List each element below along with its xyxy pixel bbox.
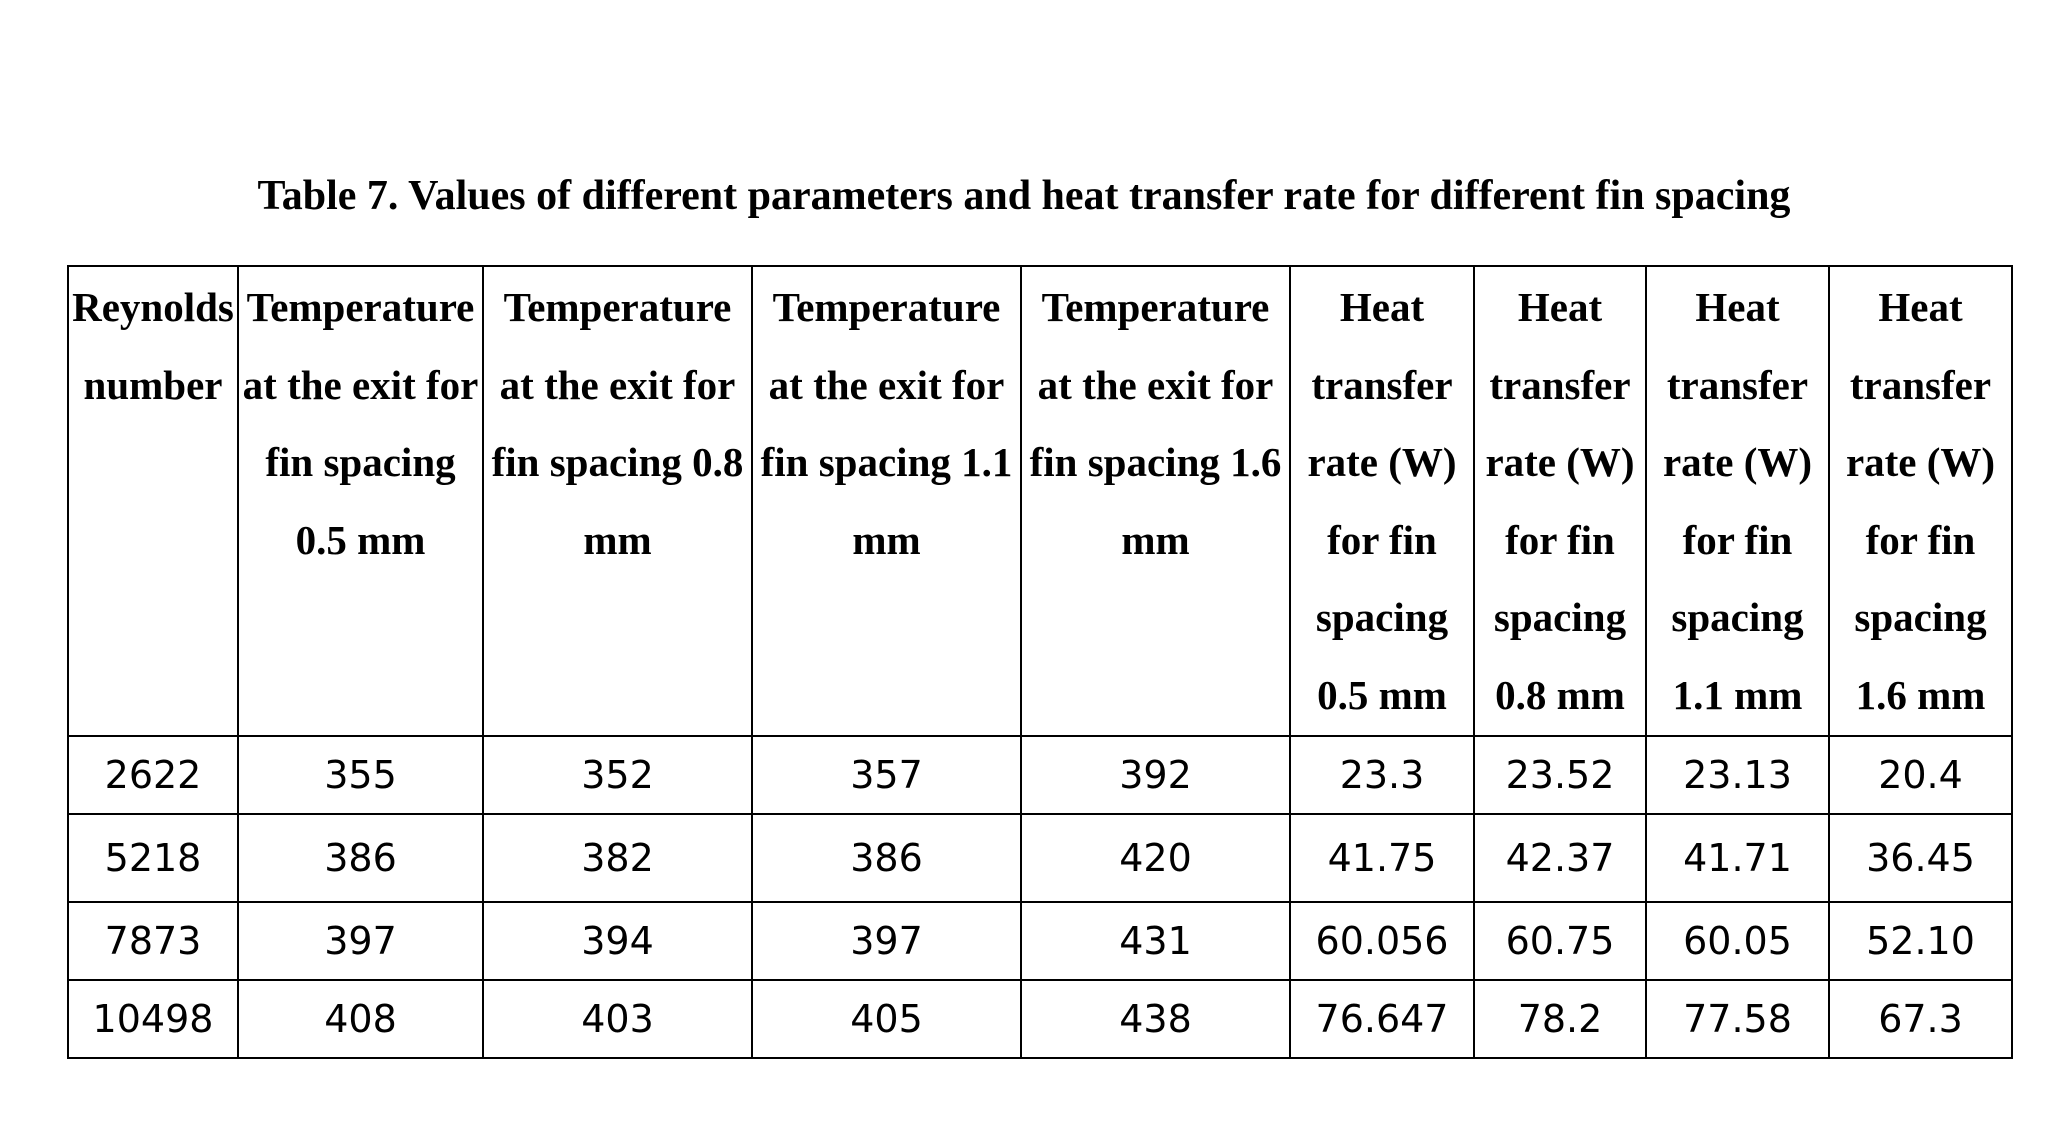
table-cell: 36.45	[1829, 814, 2012, 902]
table-cell: 23.3	[1290, 736, 1474, 814]
table-cell: 20.4	[1829, 736, 2012, 814]
header-cell	[1021, 266, 1290, 736]
data-table	[67, 265, 2013, 1059]
table-caption	[0, 168, 2048, 224]
table-cell: 408	[238, 980, 483, 1058]
header-cell	[68, 266, 238, 736]
table-cell: 23.52	[1474, 736, 1646, 814]
table-caption-text: Table 7. Values of different parameters and heat transfer rate for different fin spacing	[257, 173, 1791, 219]
table-cell: 60.05	[1646, 902, 1829, 980]
header-row	[68, 266, 2012, 736]
header-cell	[1646, 266, 1829, 736]
header-cell	[238, 266, 483, 736]
table-cell: 2622	[68, 736, 238, 814]
table-cell: 357	[752, 736, 1021, 814]
table-cell: 41.71	[1646, 814, 1829, 902]
table-cell: 352	[483, 736, 752, 814]
table-cell: 10498	[68, 980, 238, 1058]
table-cell: 7873	[68, 902, 238, 980]
header-text: Temperature at the exit for fin spacing 1.6 mm	[1029, 284, 1282, 563]
table-row	[68, 902, 2012, 980]
table-cell: 382	[483, 814, 752, 902]
table-cell: 386	[238, 814, 483, 902]
table-cell: 403	[483, 980, 752, 1058]
header-cell	[1290, 266, 1474, 736]
table-cell: 5218	[68, 814, 238, 902]
table-cell: 76.647	[1290, 980, 1474, 1058]
header-text: Temperature at the exit for fin spacing 1.1 mm	[760, 284, 1013, 563]
header-cell	[1829, 266, 2012, 736]
table-cell: 78.2	[1474, 980, 1646, 1058]
header-text: Heat transfer rate (W) for fin spacing 1.1 mm	[1662, 284, 1813, 718]
table-cell: 23.13	[1646, 736, 1829, 814]
table-row	[68, 814, 2012, 902]
table-cell: 42.37	[1474, 814, 1646, 902]
table-cell: 405	[752, 980, 1021, 1058]
header-text: Heat transfer rate (W) for fin spacing 1.6 mm	[1845, 284, 1996, 718]
table-cell: 41.75	[1290, 814, 1474, 902]
header-cell	[1474, 266, 1646, 736]
table-cell: 77.58	[1646, 980, 1829, 1058]
table-row	[68, 980, 2012, 1058]
header-text: Temperature at the exit for fin spacing 0.8 mm	[491, 284, 744, 563]
table-cell: 52.10	[1829, 902, 2012, 980]
header-text: Reynolds number	[72, 284, 234, 408]
table-cell: 355	[238, 736, 483, 814]
header-text: Heat transfer rate (W) for fin spacing 0.8 mm	[1485, 284, 1635, 718]
table-cell: 394	[483, 902, 752, 980]
table-cell: 397	[752, 902, 1021, 980]
table-cell: 431	[1021, 902, 1290, 980]
table-cell: 438	[1021, 980, 1290, 1058]
table-cell: 386	[752, 814, 1021, 902]
table-cell: 67.3	[1829, 980, 2012, 1058]
table-cell: 397	[238, 902, 483, 980]
table-cell: 60.056	[1290, 902, 1474, 980]
header-cell	[483, 266, 752, 736]
header-text: Heat transfer rate (W) for fin spacing 0.5 mm	[1307, 284, 1457, 718]
table-cell: 392	[1021, 736, 1290, 814]
table-row	[68, 736, 2012, 814]
header-text: Temperature at the exit for fin spacing 0.5 mm	[242, 284, 479, 563]
table-cell: 420	[1021, 814, 1290, 902]
header-cell	[752, 266, 1021, 736]
table-cell: 60.75	[1474, 902, 1646, 980]
